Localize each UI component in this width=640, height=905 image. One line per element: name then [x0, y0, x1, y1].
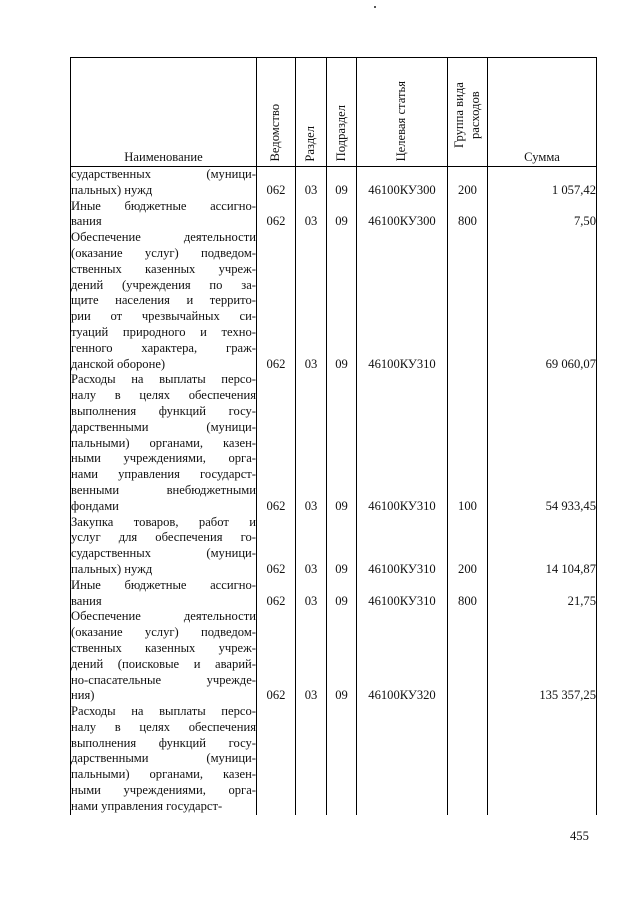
name-line: ными учреждениями, орга-	[71, 783, 256, 798]
cell-expense-group: 800	[448, 578, 488, 610]
cell-amount: 21,75	[488, 578, 597, 610]
table-row	[71, 372, 597, 514]
name-line: сударственных (муници-	[71, 546, 256, 561]
name-line: пальных) нужд	[71, 182, 153, 197]
name-line: нами управления государст-	[71, 467, 256, 482]
page-number: 455	[570, 829, 589, 843]
cell-name	[71, 578, 257, 610]
header-section: Раздел	[296, 58, 327, 167]
name-line: но-спасательные учрежде-	[71, 672, 256, 687]
cell-subsection: 09	[327, 515, 357, 578]
table-row	[71, 167, 597, 199]
name-line: щите населения и террито-	[71, 293, 256, 308]
cell-target-article: 46100КУ310	[357, 372, 448, 514]
cell-subsection: 09	[327, 230, 357, 372]
name-line: туаций природного и техно-	[71, 324, 256, 339]
cell-subsection: 09	[327, 167, 357, 199]
table-row	[71, 515, 597, 578]
scan-speck	[374, 6, 376, 8]
name-line: ственных казенных учреж-	[71, 640, 256, 655]
cell-target-article: 46100КУ300	[357, 167, 448, 199]
name-line: рии от чрезвычайных си-	[71, 309, 256, 324]
cell-department: 062	[257, 167, 296, 199]
name-line: услуг для обеспечения го-	[71, 530, 256, 545]
cell-name	[71, 515, 257, 578]
cell-section	[296, 704, 327, 815]
name-line: сударственных (муници-	[71, 167, 256, 181]
cell-subsection: 09	[327, 609, 357, 704]
cell-target-article: 46100КУ310	[357, 230, 448, 372]
name-line: нами управления государст-	[71, 798, 223, 813]
cell-name	[71, 609, 257, 704]
name-line: Иные бюджетные ассигно-	[71, 198, 256, 213]
table-row	[71, 609, 597, 704]
name-line: вания	[71, 214, 102, 229]
cell-subsection: 09	[327, 199, 357, 231]
cell-section: 03	[296, 578, 327, 610]
cell-amount: 69 060,07	[488, 230, 597, 372]
cell-department: 062	[257, 372, 296, 514]
name-line: Закупка товаров, работ и	[71, 514, 256, 529]
cell-target-article: 46100КУ310	[357, 515, 448, 578]
cell-target-article	[357, 704, 448, 815]
cell-amount	[488, 704, 597, 815]
name-line: дарственными (муници-	[71, 419, 256, 434]
cell-target-article: 46100КУ320	[357, 609, 448, 704]
name-line: венными внебюджетными	[71, 482, 256, 497]
name-line: пальными) органами, казен-	[71, 435, 256, 450]
cell-department: 062	[257, 609, 296, 704]
name-line: выполнения функций госу-	[71, 735, 256, 750]
table-row	[71, 578, 597, 610]
name-line: дений (поисковые и аварий-	[71, 656, 256, 671]
cell-section: 03	[296, 372, 327, 514]
table-row	[71, 199, 597, 231]
cell-expense-group	[448, 609, 488, 704]
cell-target-article: 46100КУ300	[357, 199, 448, 231]
cell-department: 062	[257, 230, 296, 372]
name-line: вания	[71, 593, 102, 608]
name-line: данской обороне)	[71, 356, 166, 371]
name-line: Расходы на выплаты персо-	[71, 704, 256, 719]
cell-subsection: 09	[327, 578, 357, 610]
cell-subsection	[327, 704, 357, 815]
cell-name	[71, 704, 257, 815]
header-subsection: Подраздел	[327, 58, 357, 167]
cell-section: 03	[296, 167, 327, 199]
name-line: дарственными (муници-	[71, 751, 256, 766]
cell-amount: 1 057,42	[488, 167, 597, 199]
name-line: пальных) нужд	[71, 561, 153, 576]
cell-expense-group	[448, 704, 488, 815]
header-amount: Сумма	[488, 58, 597, 167]
name-line: Обеспечение деятельности	[71, 230, 256, 245]
cell-name	[71, 372, 257, 514]
name-line: (оказание услуг) подведом-	[71, 245, 256, 260]
name-line: ственных казенных учреж-	[71, 261, 256, 276]
name-line: ния)	[71, 688, 95, 703]
name-line: генного характера, граж-	[71, 340, 256, 355]
cell-target-article: 46100КУ310	[357, 578, 448, 610]
cell-amount: 54 933,45	[488, 372, 597, 514]
cell-expense-group	[448, 230, 488, 372]
name-line: дений (учреждения по за-	[71, 277, 256, 292]
cell-amount: 7,50	[488, 199, 597, 231]
name-line: выполнения функций госу-	[71, 403, 256, 418]
cell-name	[71, 199, 257, 231]
name-line: Расходы на выплаты персо-	[71, 372, 256, 387]
cell-section: 03	[296, 515, 327, 578]
cell-department	[257, 704, 296, 815]
name-line: (оказание услуг) подведом-	[71, 625, 256, 640]
name-line: Иные бюджетные ассигно-	[71, 577, 256, 592]
budget-table	[70, 57, 597, 815]
cell-section: 03	[296, 230, 327, 372]
cell-expense-group: 200	[448, 167, 488, 199]
table-header-row	[71, 58, 597, 167]
cell-section: 03	[296, 199, 327, 231]
header-department: Ведомство	[257, 58, 296, 167]
cell-department: 062	[257, 515, 296, 578]
cell-expense-group: 800	[448, 199, 488, 231]
cell-expense-group: 200	[448, 515, 488, 578]
cell-section: 03	[296, 609, 327, 704]
name-line: налу в целях обеспечения	[71, 388, 256, 403]
cell-amount: 14 104,87	[488, 515, 597, 578]
name-line: налу в целях обеспечения	[71, 719, 256, 734]
name-line: ными учреждениями, орга-	[71, 451, 256, 466]
cell-department: 062	[257, 199, 296, 231]
cell-name	[71, 167, 257, 199]
table-row	[71, 230, 597, 372]
header-expense-group: Группа вида расходов	[448, 58, 488, 167]
name-line: пальными) органами, казен-	[71, 767, 256, 782]
header-target-article: Целевая статья	[357, 58, 448, 167]
cell-name	[71, 230, 257, 372]
cell-amount: 135 357,25	[488, 609, 597, 704]
cell-expense-group: 100	[448, 372, 488, 514]
name-line: фондами	[71, 498, 119, 513]
cell-subsection: 09	[327, 372, 357, 514]
header-name: Наименование	[71, 58, 257, 167]
table-row	[71, 704, 597, 815]
cell-department: 062	[257, 578, 296, 610]
name-line: Обеспечение деятельности	[71, 609, 256, 624]
